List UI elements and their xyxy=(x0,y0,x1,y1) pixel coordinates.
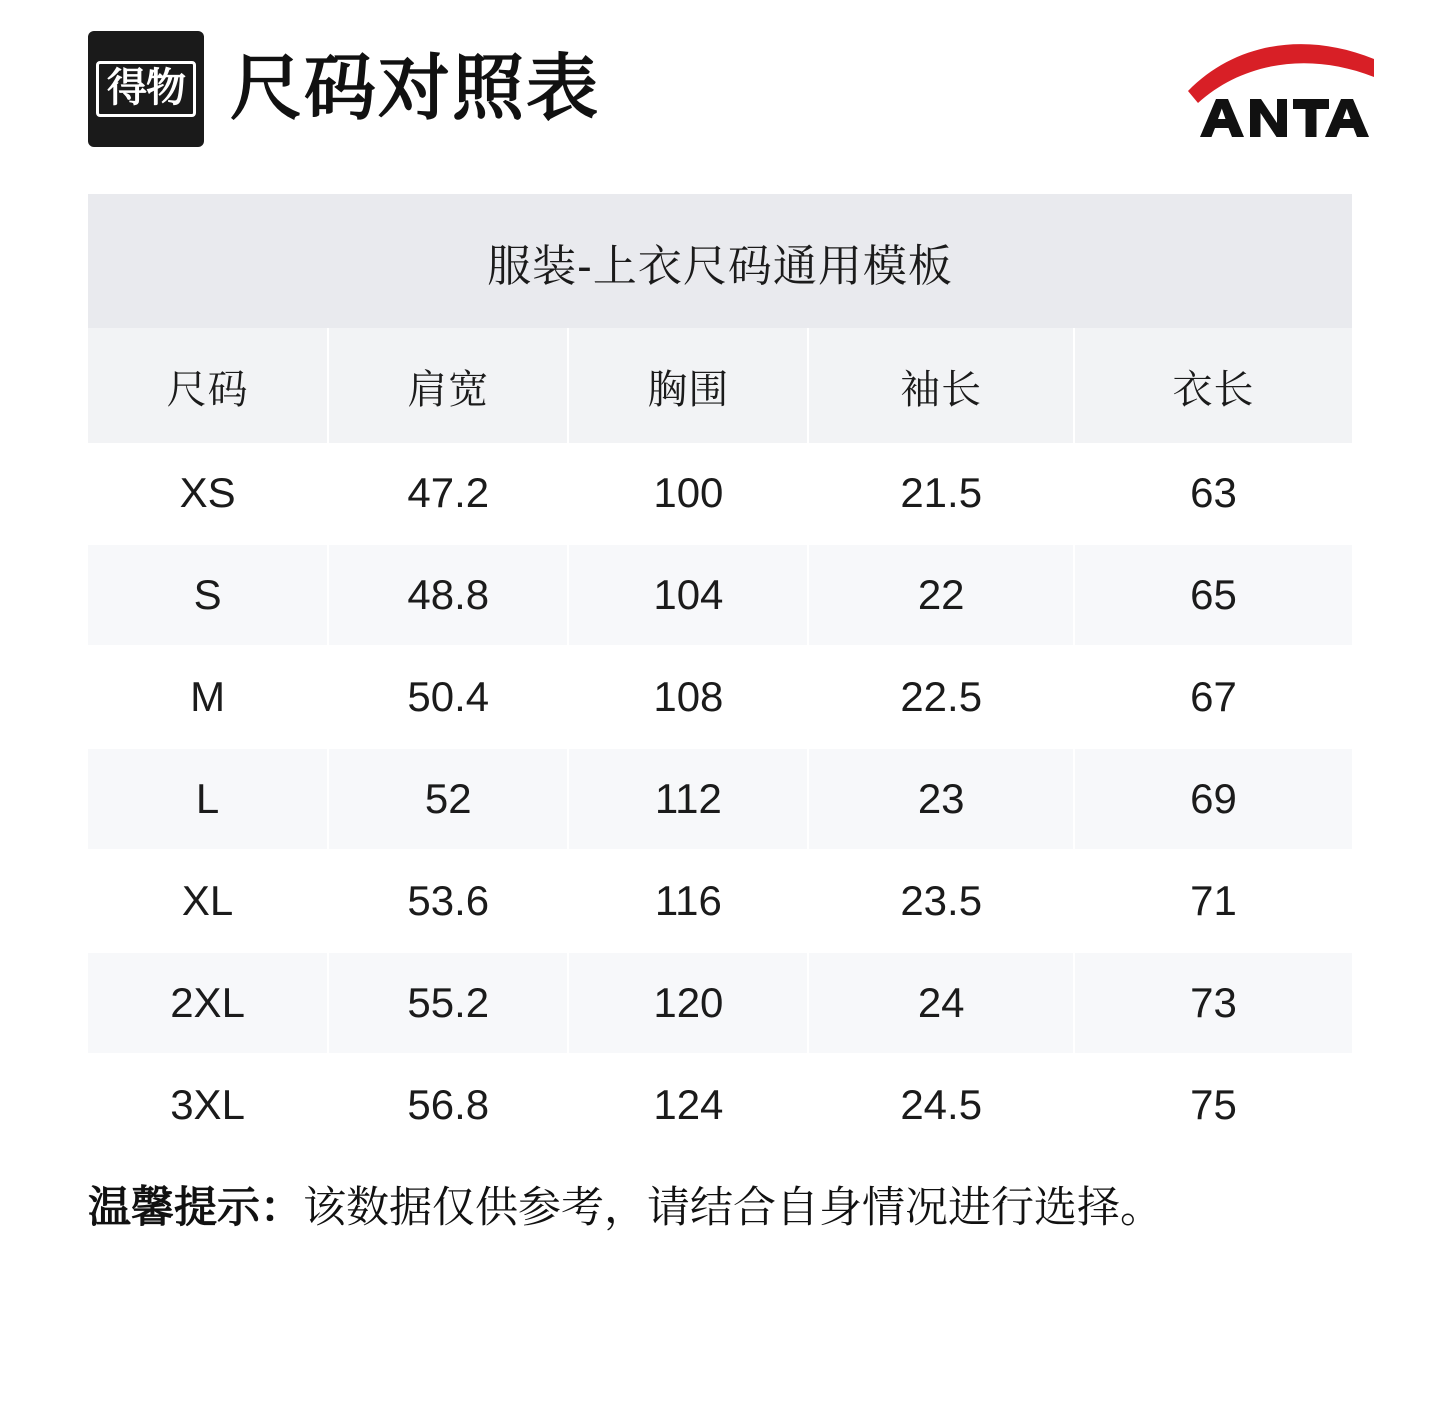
cell-chest: 108 xyxy=(568,646,808,748)
column-header-sleeve: 袖长 xyxy=(808,328,1073,443)
cell-size: 2XL xyxy=(88,952,328,1054)
cell-size: S xyxy=(88,544,328,646)
cell-chest: 120 xyxy=(568,952,808,1054)
disclaimer-note xyxy=(88,1181,1352,1237)
column-header-size: 尺码 xyxy=(88,328,328,443)
cell-chest: 112 xyxy=(568,748,808,850)
cell-shoulder: 52 xyxy=(328,748,568,850)
dewu-logo-text: 得物 xyxy=(96,61,196,117)
disclaimer-text: 该数据仅供参考，请结合自身情况进行选择。 xyxy=(303,1184,1163,1232)
table-row xyxy=(88,748,1352,850)
cell-shoulder: 56.8 xyxy=(328,1054,568,1155)
cell-chest: 124 xyxy=(568,1054,808,1155)
table-caption: 服装-上衣尺码通用模板 xyxy=(88,194,1352,328)
cell-size: XS xyxy=(88,443,328,544)
dewu-logo-badge xyxy=(88,31,204,147)
disclaimer-label: 温馨提示： xyxy=(88,1184,303,1232)
cell-shoulder: 50.4 xyxy=(328,646,568,748)
table-row xyxy=(88,850,1352,952)
table-row xyxy=(88,952,1352,1054)
cell-sleeve: 22.5 xyxy=(808,646,1073,748)
cell-size: M xyxy=(88,646,328,748)
table-header-row xyxy=(88,328,1352,443)
column-header-shoulder: 肩宽 xyxy=(328,328,568,443)
cell-length: 75 xyxy=(1074,1054,1352,1155)
cell-sleeve: 23 xyxy=(808,748,1073,850)
cell-chest: 104 xyxy=(568,544,808,646)
table-row xyxy=(88,1054,1352,1155)
column-header-length: 衣长 xyxy=(1074,328,1352,443)
cell-sleeve: 22 xyxy=(808,544,1073,646)
page-title: 尺码对照表 xyxy=(230,49,601,129)
cell-length: 69 xyxy=(1074,748,1352,850)
cell-length: 65 xyxy=(1074,544,1352,646)
cell-sleeve: 21.5 xyxy=(808,443,1073,544)
cell-chest: 100 xyxy=(568,443,808,544)
cell-length: 73 xyxy=(1074,952,1352,1054)
anta-logo-icon xyxy=(1180,33,1380,145)
cell-size: XL xyxy=(88,850,328,952)
cell-length: 63 xyxy=(1074,443,1352,544)
cell-shoulder: 53.6 xyxy=(328,850,568,952)
cell-sleeve: 24.5 xyxy=(808,1054,1073,1155)
cell-shoulder: 47.2 xyxy=(328,443,568,544)
cell-size: 3XL xyxy=(88,1054,328,1155)
table-row xyxy=(88,646,1352,748)
column-header-chest: 胸围 xyxy=(568,328,808,443)
size-chart-section xyxy=(88,194,1352,1155)
table-row xyxy=(88,443,1352,544)
cell-sleeve: 24 xyxy=(808,952,1073,1054)
size-chart-table xyxy=(88,328,1352,1155)
cell-shoulder: 55.2 xyxy=(328,952,568,1054)
cell-sleeve: 23.5 xyxy=(808,850,1073,952)
cell-shoulder: 48.8 xyxy=(328,544,568,646)
cell-chest: 116 xyxy=(568,850,808,952)
cell-length: 67 xyxy=(1074,646,1352,748)
cell-size: L xyxy=(88,748,328,850)
page-header xyxy=(0,0,1440,150)
table-row xyxy=(88,544,1352,646)
anta-brand-logo xyxy=(1180,33,1380,145)
cell-length: 71 xyxy=(1074,850,1352,952)
